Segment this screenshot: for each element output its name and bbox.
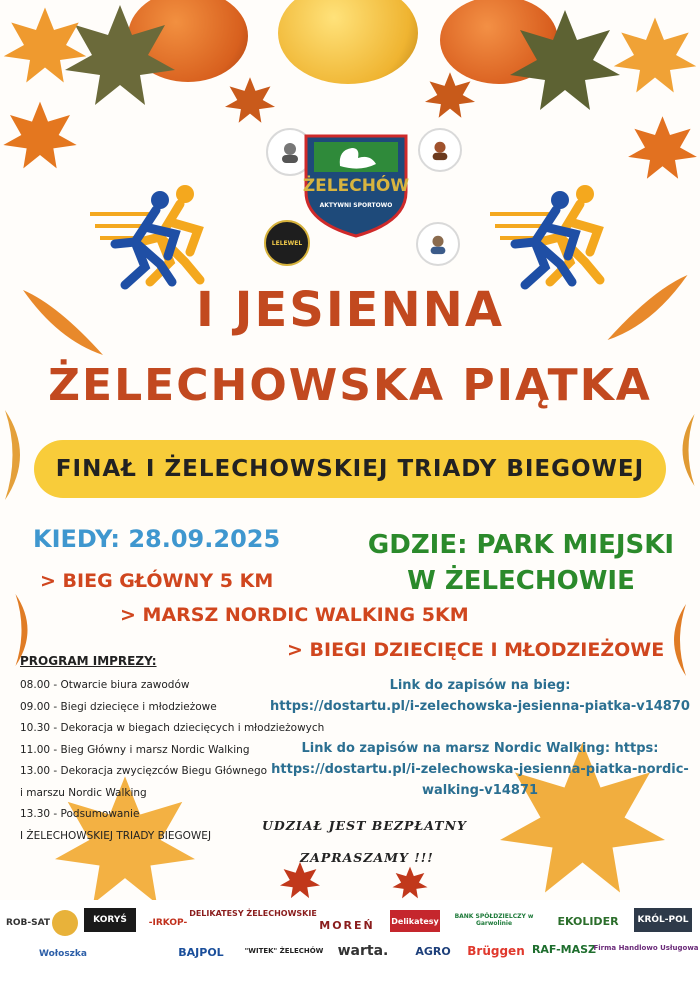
event-title-line2: ŻELECHOWSKA PIĄTKA xyxy=(48,360,652,411)
runner-icon xyxy=(490,182,620,292)
maple-leaf-icon xyxy=(265,860,335,900)
run-registration xyxy=(270,675,690,717)
program-item: 13.30 - Podsumowanie xyxy=(20,808,140,820)
event-location xyxy=(356,527,686,599)
final-banner xyxy=(34,440,666,498)
sponsor-logo: KORYŚ xyxy=(84,908,136,932)
crest-name: ŻELECHÓW xyxy=(302,176,410,196)
event-main-run: > BIEG GŁÓWNY 5 KM xyxy=(40,570,274,592)
sponsor-logo: DELIKATESY ŻELECHOWSKIE xyxy=(189,908,317,918)
event-kids-runs: > BIEGI DZIECIĘCE I MŁODZIEŻOWE xyxy=(287,639,665,661)
sponsor-logo: Delikatesy xyxy=(390,910,440,932)
sponsor-logo: MOREŃ xyxy=(319,918,375,932)
program-item: 10.30 - Dekoracja w biegach dziecięcych i młodzieżowych xyxy=(20,722,325,734)
nordic-walking-registration-label: Link do zapisów na marsz Nordic Walking: https: xyxy=(301,741,659,756)
free-entry-note: UDZIAŁ JEST BEZPŁATNY xyxy=(262,818,467,833)
school-badge-logo xyxy=(416,222,460,266)
event-title-line1: I JESIENNA xyxy=(196,282,504,338)
location-line1: GDZIE: PARK MIEJSKI xyxy=(367,530,675,560)
sponsor-logo xyxy=(52,910,78,936)
event-nordic-walking: > MARSZ NORDIC WALKING 5KM xyxy=(120,604,469,626)
nordic-walking-registration xyxy=(270,738,690,801)
sponsor-logo: ROB-SAT xyxy=(5,918,51,928)
program-item: I ŻELECHOWSKIEJ TRIADY BIEGOWEJ xyxy=(20,829,212,842)
sponsor-logo: -IRKOP- xyxy=(148,918,188,928)
program-item: 13.00 - Dekoracja zwycięzców Biegu Głównego xyxy=(20,765,268,777)
sponsor-logo: BAJPOL xyxy=(178,945,224,959)
school-badge-logo xyxy=(418,128,462,172)
sponsor-logo: AGRO xyxy=(415,944,451,958)
lelewel-logo: LELEWEL xyxy=(264,220,310,266)
program-item: 08.00 - Otwarcie biura zawodów xyxy=(20,679,190,691)
sponsor-logo: "WITEK" ŻELECHÓW xyxy=(244,947,324,955)
runner-icon xyxy=(90,182,220,292)
sponsor-logo: KRÓL-POL xyxy=(634,908,692,932)
sponsor-logo: RAF-MASZ xyxy=(531,942,597,956)
sponsor-logo: BANK SPÓŁDZIELCZY w Garwolinie xyxy=(454,913,534,927)
run-registration-link[interactable]: https://dostartu.pl/i-zelechowska-jesienna-piatka-v14870 xyxy=(270,699,690,714)
maple-leaf-icon xyxy=(415,70,485,120)
sponsor-logo: EKOLIDER xyxy=(557,914,619,928)
maple-leaf-icon xyxy=(610,10,700,100)
sponsors-strip xyxy=(0,900,700,990)
nordic-walking-registration-link[interactable]: https://dostartu.pl/i-zelechowska-jesienna-piatka-nordic- xyxy=(271,762,689,777)
maple-leaf-icon xyxy=(380,865,440,900)
event-date: KIEDY: 28.09.2025 xyxy=(33,525,281,553)
program-item: 11.00 - Bieg Główny i marsz Nordic Walking xyxy=(20,743,250,756)
program-title: PROGRAM IMPREZY: xyxy=(20,654,157,668)
sponsor-logo: Firma Handlowo Usługowa xyxy=(593,944,699,952)
location-line2: W ŻELECHOWIE xyxy=(407,566,635,596)
maple-leaf-icon xyxy=(625,110,700,185)
run-registration-label: Link do zapisów na bieg: xyxy=(389,678,571,693)
nordic-walking-registration-link-cont[interactable]: walking-v14871 xyxy=(422,783,538,798)
falling-leaf-icon xyxy=(665,410,700,490)
sponsor-logo: Brüggen xyxy=(467,944,525,958)
final-banner-text: FINAŁ I ŻELECHOWSKIEJ TRIADY BIEGOWEJ xyxy=(55,456,645,482)
maple-leaf-icon xyxy=(0,95,80,175)
falling-leaf-icon xyxy=(0,405,40,505)
sponsor-logo: Wołoszka xyxy=(39,949,87,959)
maple-leaf-icon xyxy=(215,75,285,125)
crest-subtitle: AKTYWNI SPORTOWO xyxy=(319,202,393,209)
pumpkin-icon xyxy=(278,0,418,84)
zelechow-aktywni-sportowo-logo xyxy=(300,132,412,238)
maple-leaf-icon xyxy=(0,0,90,90)
invitation-note: ZAPRASZAMY !!! xyxy=(300,850,434,865)
sponsor-logo: warta. xyxy=(337,943,389,959)
program-item: i marszu Nordic Walking xyxy=(20,786,147,799)
program-item: 09.00 - Biegi dziecięce i młodzieżowe xyxy=(20,700,217,713)
